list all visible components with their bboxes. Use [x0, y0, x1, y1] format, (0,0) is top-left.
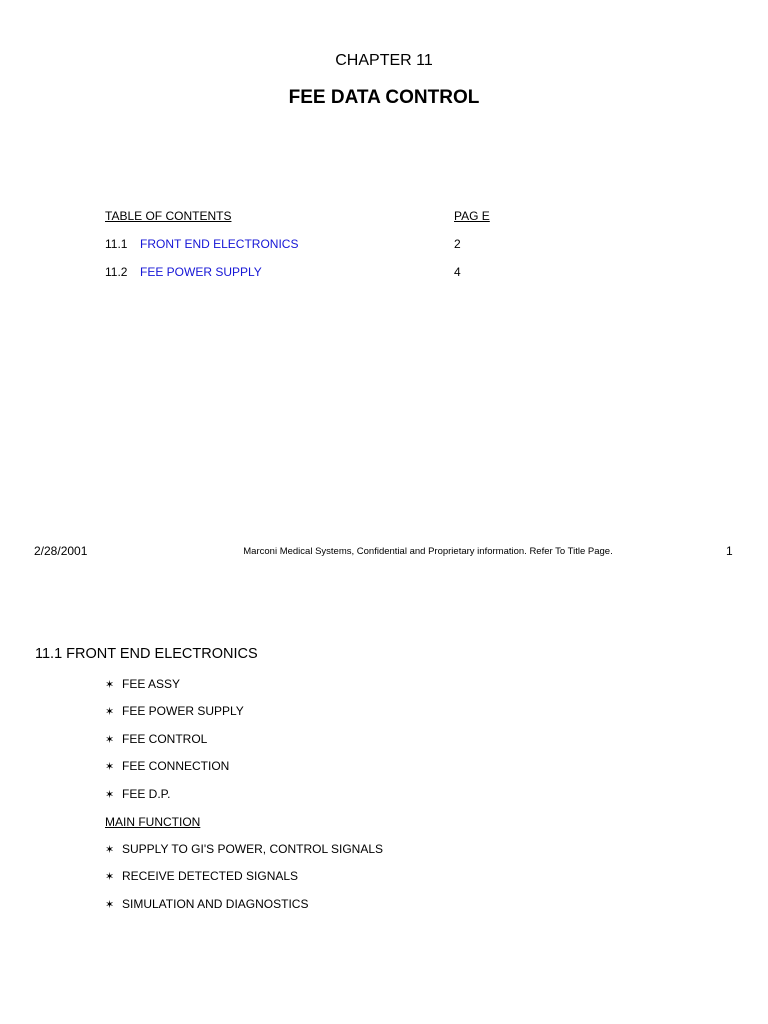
list-item — [105, 897, 308, 911]
star-bullet-icon: ✶ — [105, 843, 115, 856]
list-item — [105, 704, 244, 718]
list-item — [105, 732, 207, 746]
star-bullet-icon: ✶ — [105, 788, 115, 801]
toc-link-fee-power-supply[interactable]: FEE POWER SUPPLY — [140, 265, 262, 279]
list-item — [105, 677, 180, 691]
star-bullet-icon: ✶ — [105, 870, 115, 883]
star-bullet-icon: ✶ — [105, 898, 115, 911]
chapter-label: CHAPTER 11 — [335, 52, 433, 69]
footer-confidential-note: Marconi Medical Systems, Confidential and Proprietary information. Refer To Title Page. — [243, 546, 613, 557]
footer-date: 2/28/2001 — [34, 544, 88, 558]
list-item-label: RECEIVE DETECTED SIGNALS — [122, 869, 299, 883]
toc-entry-page: 4 — [454, 265, 461, 279]
list-item — [105, 787, 170, 801]
list-item-label: FEE D.P. — [122, 787, 171, 801]
toc-heading: TABLE OF CONTENTS — [105, 209, 232, 223]
list-item — [105, 869, 298, 883]
star-bullet-icon: ✶ — [105, 760, 115, 773]
toc-entry-number: 11.1 — [105, 237, 128, 251]
star-bullet-icon: ✶ — [105, 678, 115, 691]
list-item-label: SIMULATION AND DIAGNOSTICS — [122, 897, 309, 911]
toc-page-heading: PAG E — [454, 209, 490, 223]
footer-page-number: 1 — [726, 544, 733, 558]
list-item-label: FEE POWER SUPPLY — [122, 704, 244, 718]
list-item-label: FEE CONNECTION — [122, 759, 230, 773]
star-bullet-icon: ✶ — [105, 705, 115, 718]
main-function-heading: MAIN FUNCTION — [105, 815, 201, 829]
section-heading: 11.1 FRONT END ELECTRONICS — [35, 646, 258, 662]
toc-entry-page: 2 — [454, 237, 461, 251]
page-title: FEE DATA CONTROL — [288, 87, 480, 108]
list-item-label: FEE ASSY — [122, 677, 181, 691]
list-item-label: SUPPLY TO GI'S POWER, CONTROL SIGNALS — [122, 842, 384, 856]
list-item — [105, 842, 383, 856]
toc-entry-number: 11.2 — [105, 265, 128, 279]
star-bullet-icon: ✶ — [105, 733, 115, 746]
toc-link-front-end-electronics[interactable]: FRONT END ELECTRONICS — [140, 237, 299, 251]
list-item — [105, 759, 229, 773]
list-item-label: FEE CONTROL — [122, 732, 208, 746]
